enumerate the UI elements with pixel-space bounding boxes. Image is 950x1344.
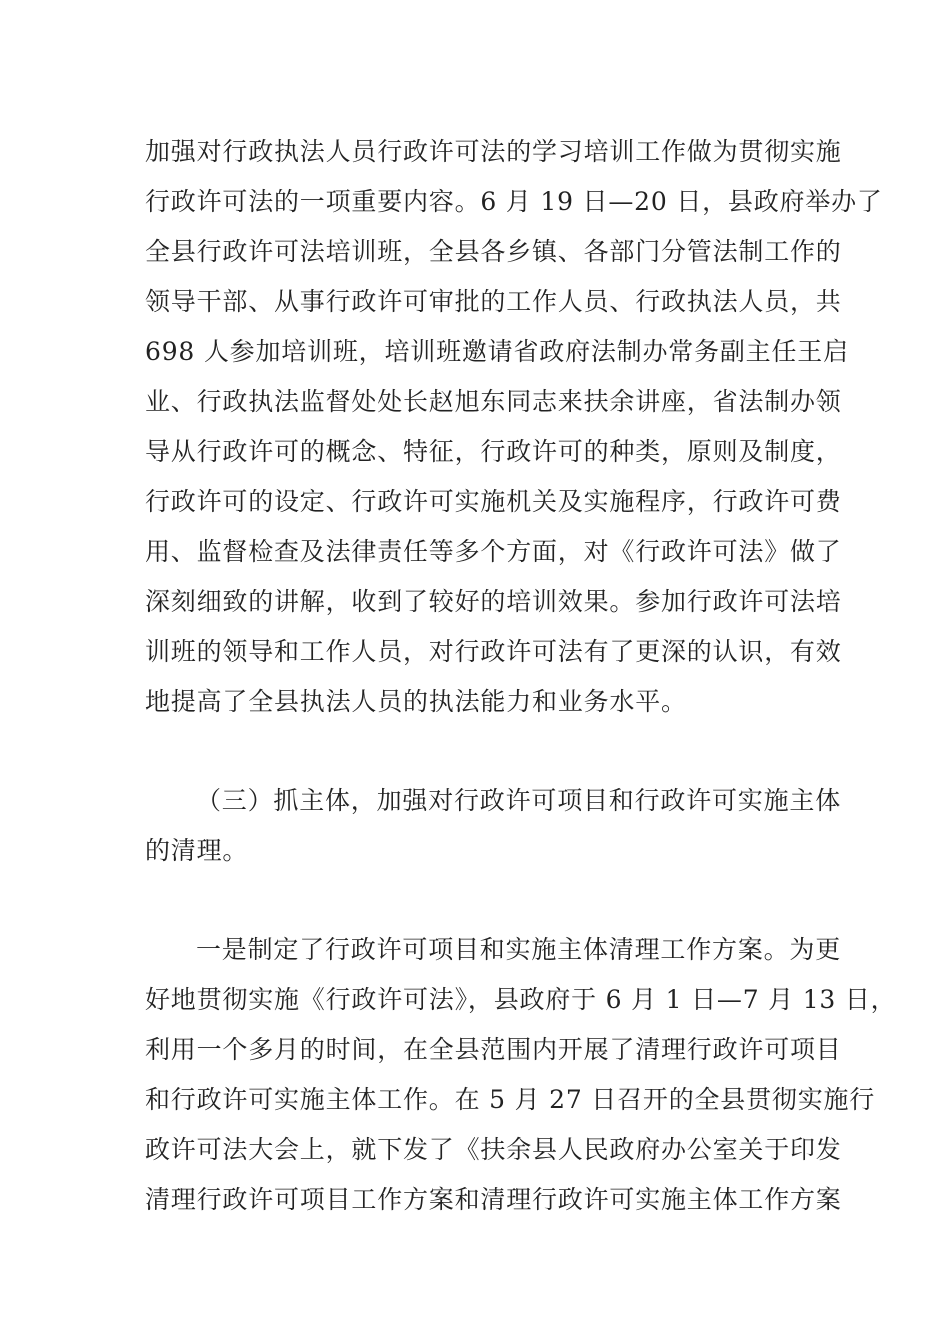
paragraph-1-line-2: 行政许可法的一项重要内容。6 月 19 日—20 日，县政府举办了 — [145, 187, 883, 216]
paragraph-2-line-3: 利用一个多月的时间，在全县范围内开展了清理行政许可项目 — [145, 1035, 842, 1064]
paragraph-1-line-10: 深刻细致的讲解，收到了较好的培训效果。参加行政许可法培 — [145, 587, 842, 616]
paragraph-1-line-5: 698 人参加培训班，培训班邀请省政府法制办常务副主任王启 — [145, 337, 849, 366]
section-heading-line-2: 的清理。 — [145, 836, 249, 865]
paragraph-2-line-4: 和行政许可实施主体工作。在 5 月 27 日召开的全县贯彻实施行 — [145, 1085, 876, 1114]
paragraph-1-line-1: 加强对行政执法人员行政许可法的学习培训工作做为贯彻实施 — [145, 137, 842, 166]
paragraph-1-line-12: 地提高了全县执法人员的执法能力和业务水平。 — [145, 687, 687, 716]
paragraph-2-line-6: 清理行政许可项目工作方案和清理行政许可实施主体工作方案 — [145, 1185, 842, 1214]
paragraph-1-line-6: 业、行政执法监督处处长赵旭东同志来扶余讲座，省法制办领 — [145, 387, 842, 416]
paragraph-2-line-2: 好地贯彻实施《行政许可法》，县政府于 6 月 1 日—7 月 13 日， — [145, 985, 897, 1014]
paragraph-2-line-5: 政许可法大会上，就下发了《扶余县人民政府办公室关于印发 — [145, 1135, 842, 1164]
paragraph-1-line-9: 用、监督检查及法律责任等多个方面，对《行政许可法》做了 — [145, 537, 842, 566]
paragraph-2-line-1: 一是制定了行政许可项目和实施主体清理工作方案。为更 — [196, 935, 842, 964]
paragraph-1-line-4: 领导干部、从事行政许可审批的工作人员、行政执法人员，共 — [145, 287, 842, 316]
paragraph-1-line-3: 全县行政许可法培训班，全县各乡镇、各部门分管法制工作的 — [145, 237, 842, 266]
paragraph-1-line-11: 训班的领导和工作人员，对行政许可法有了更深的认识，有效 — [145, 637, 842, 666]
paragraph-1-line-8: 行政许可的设定、行政许可实施机关及实施程序，行政许可费 — [145, 487, 842, 516]
paragraph-1-line-7: 导从行政许可的概念、特征，行政许可的种类，原则及制度， — [145, 437, 842, 466]
section-heading-line-1: （三）抓主体，加强对行政许可项目和行政许可实施主体 — [196, 786, 842, 815]
